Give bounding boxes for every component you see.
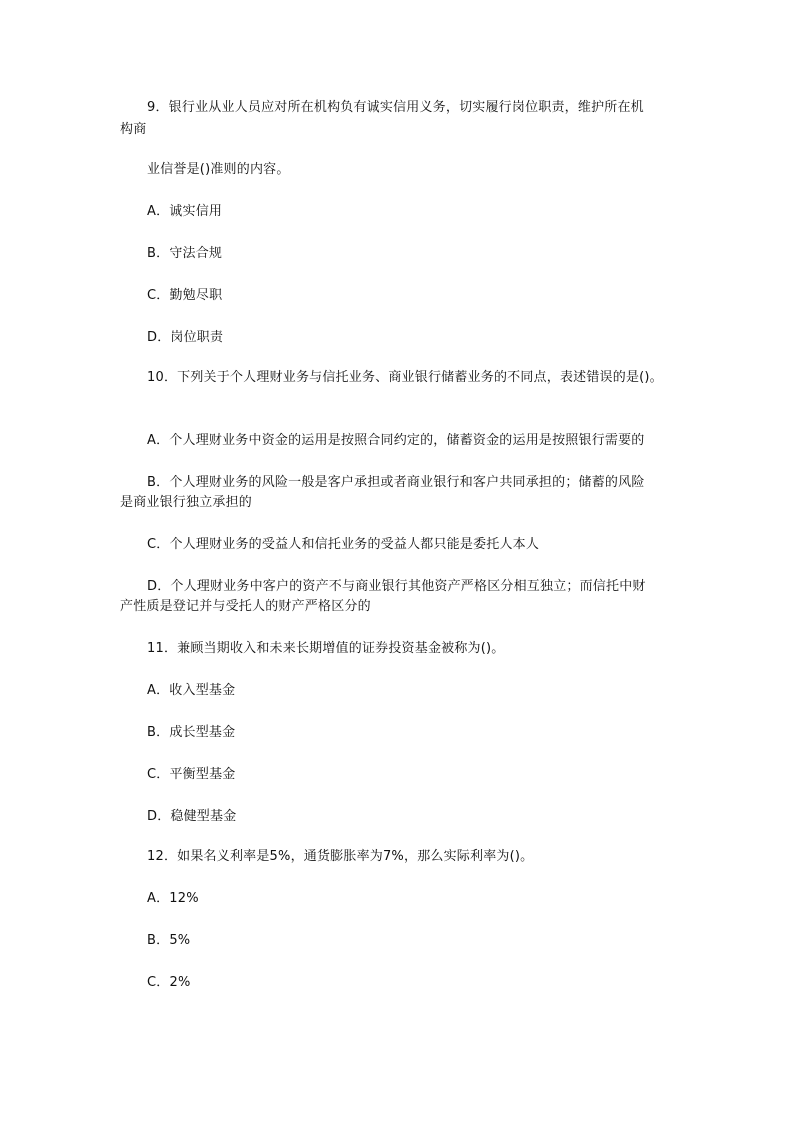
question-10-option-d: D．个人理财业务中客户的资产不与商业银行其他资产严格区分相互独立；而信托中财 — [147, 579, 646, 594]
question-12-option-c: C．2% — [147, 975, 191, 990]
question-12-option-b: B．5% — [147, 933, 191, 948]
question-9-option-c: C．勤勉尽职 — [147, 288, 223, 303]
question-10-option-b-cont: 是商业银行独立承担的 — [120, 495, 253, 510]
question-11-text: 11．兼顾当期收入和未来长期增值的证券投资基金被称为()。 — [147, 641, 505, 656]
question-11-option-d: D．稳健型基金 — [147, 809, 237, 824]
question-10-text: 10．下列关于个人理财业务与信托业务、商业银行储蓄业务的不同点，表述错误的是()。 — [147, 370, 663, 385]
question-10-option-d-cont: 产性质是登记并与受托人的财产严格区分的 — [120, 599, 371, 614]
question-11-option-a: A．收入型基金 — [147, 683, 236, 698]
question-10-option-b: B．个人理财业务的风险一般是客户承担或者商业银行和客户共同承担的；储蓄的风险 — [147, 475, 645, 490]
question-10-option-c: C．个人理财业务的受益人和信托业务的受益人都只能是委托人本人 — [147, 537, 540, 552]
question-9-text: 9．银行业从业人员应对所在机构负有诚实信用义务，切实履行岗位职责，维护所在机 — [147, 100, 644, 115]
question-11-option-c: C．平衡型基金 — [147, 767, 236, 782]
question-9-text-cont: 构商 — [120, 122, 147, 137]
question-12-option-a: A．12% — [147, 891, 199, 906]
question-9-option-a: A．诚实信用 — [147, 204, 223, 219]
question-10-option-a: A．个人理财业务中资金的运用是按照合同约定的，储蓄资金的运用是按照银行需要的 — [147, 433, 645, 448]
question-9-option-b: B．守法合规 — [147, 246, 223, 261]
question-11-option-b: B．成长型基金 — [147, 725, 236, 740]
question-9-option-d: D．岗位职责 — [147, 330, 224, 345]
question-12-text: 12．如果名义利率是5%，通货膨胀率为7%，那么实际利率为()。 — [147, 849, 534, 864]
question-9-text-cont2: 业信誉是()准则的内容。 — [147, 162, 290, 177]
